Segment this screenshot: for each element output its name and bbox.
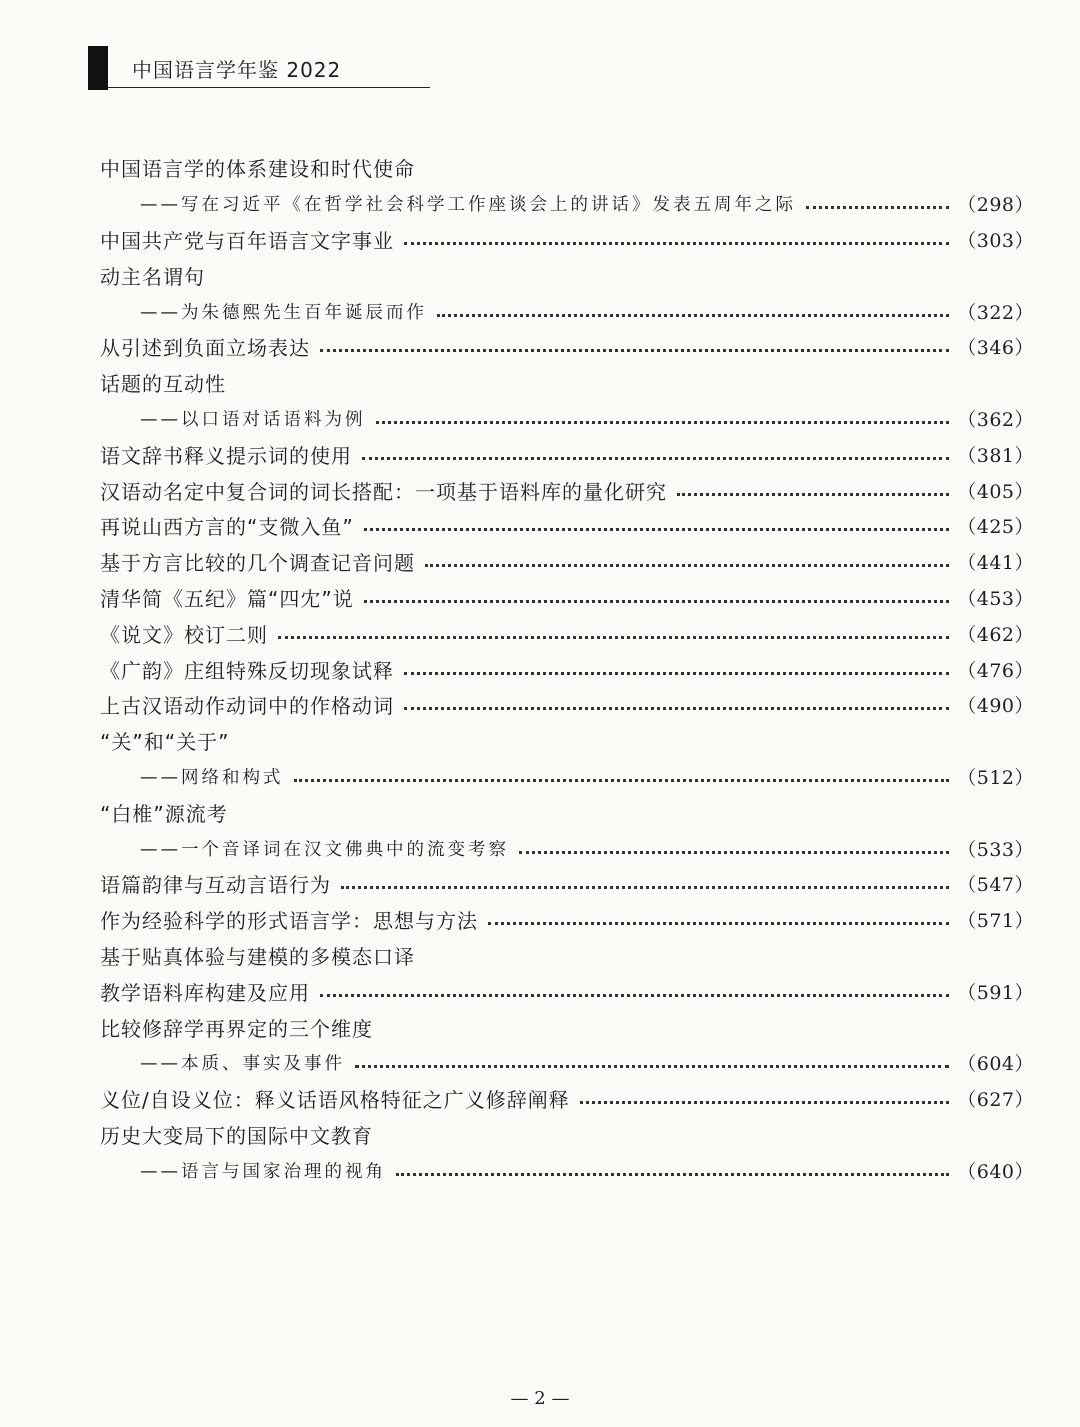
toc-page-number: （604）: [957, 1053, 1034, 1076]
toc-subtitle-line: [100, 830, 1034, 866]
toc-subtitle-line: [100, 401, 1034, 437]
toc-entry-title: 基于贴真体验与建模的多模态口译: [100, 944, 415, 969]
toc-page-number: （425）: [957, 516, 1034, 539]
toc-entry-title: 清华简《五纪》篇“四冘”说: [100, 586, 354, 611]
toc-entry: [100, 329, 1034, 365]
dot-leader: [341, 886, 949, 889]
toc-entry-title: 作为经验科学的形式语言学：思想与方法: [100, 909, 478, 934]
toc-page-number: （476）: [957, 659, 1034, 682]
toc-entry: [100, 866, 1034, 902]
toc-entry-title: 基于方言比较的几个调查记音问题: [100, 551, 415, 576]
toc-entry: [100, 938, 1034, 974]
toc-entry-title: 比较修辞学再界定的三个维度: [100, 1016, 373, 1041]
toc-entry-title: 教学语料库构建及应用: [100, 980, 310, 1005]
toc-entry: [100, 222, 1034, 258]
toc-page-number: （512）: [957, 766, 1034, 789]
toc-entry: [100, 580, 1034, 616]
toc-entry: [100, 687, 1034, 723]
toc-page-number: （381）: [957, 444, 1034, 467]
toc-page-number: （547）: [957, 874, 1034, 897]
toc-entry-title: 再说山西方言的“支微入鱼”: [100, 515, 354, 540]
toc-page-number: （490）: [957, 695, 1034, 718]
dot-leader: [364, 600, 950, 603]
dot-leader: [320, 349, 949, 352]
dot-leader: [294, 779, 950, 782]
toc-page-number: （298）: [957, 194, 1034, 217]
toc-entry: [100, 544, 1034, 580]
dot-leader: [362, 457, 949, 460]
dot-leader: [806, 206, 949, 209]
header-title: 中国语言学年鉴 2022: [132, 58, 342, 82]
toc-page-number: （591）: [957, 981, 1034, 1004]
toc-subtitle-text: ——网络和构式: [140, 767, 284, 788]
toc-page-number: （640）: [957, 1160, 1034, 1183]
toc-subtitle-text: ——语言与国家治理的视角: [140, 1161, 386, 1182]
dot-leader: [677, 493, 949, 496]
toc-entry: [100, 615, 1034, 651]
toc-entry-title: 语文辞书释义提示词的使用: [100, 443, 352, 468]
table-of-contents: [100, 150, 1034, 1188]
toc-subtitle-text: ——一个音译词在汉文佛典中的流变考察: [140, 839, 509, 860]
dot-leader: [580, 1101, 949, 1104]
header-rule: [108, 87, 430, 88]
toc-entry: [100, 1117, 1034, 1153]
dot-leader: [404, 242, 949, 245]
dot-leader: [278, 636, 949, 639]
toc-entry: [100, 150, 1034, 186]
toc-page-number: （303）: [957, 229, 1034, 252]
toc-page-number: （453）: [957, 587, 1034, 610]
toc-entry: [100, 794, 1034, 830]
toc-page-number: （362）: [957, 408, 1034, 431]
toc-entry-title: 《说文》校订二则: [100, 622, 268, 647]
toc-subtitle-text: ——以口语对话语料为例: [140, 409, 366, 430]
toc-entry-title: 汉语动名定中复合词的词长搭配：一项基于语料库的量化研究: [100, 479, 667, 504]
toc-entry-title: 话题的互动性: [100, 372, 226, 397]
toc-entry: [100, 257, 1034, 293]
toc-entry: [100, 508, 1034, 544]
toc-entry-title: 中国语言学的体系建设和时代使命: [100, 157, 415, 182]
toc-subtitle-text: ——本质、事实及事件: [140, 1054, 345, 1075]
toc-entry-title: 动主名谓句: [100, 264, 205, 289]
toc-subtitle-line: [100, 1152, 1034, 1188]
toc-entry-title: 《广韵》庄组特殊反切现象试释: [100, 658, 394, 683]
toc-subtitle-text: ——写在习近平《在哲学社会科学工作座谈会上的讲话》发表五周年之际: [140, 195, 796, 216]
toc-entry-title: 上古汉语动作动词中的作格动词: [100, 694, 394, 719]
page-number: — 2 —: [510, 1388, 570, 1409]
dot-leader: [437, 314, 949, 317]
toc-entry: [100, 1009, 1034, 1045]
toc-entry: [100, 472, 1034, 508]
header-block-marker: [88, 46, 108, 90]
toc-subtitle-text: ——为朱德熙先生百年诞辰而作: [140, 302, 427, 323]
dot-leader: [404, 707, 949, 710]
dot-leader: [519, 851, 949, 854]
toc-page-number: （405）: [957, 480, 1034, 503]
toc-page-number: （322）: [957, 301, 1034, 324]
toc-subtitle-line: [100, 759, 1034, 795]
dot-leader: [396, 1173, 949, 1176]
toc-entry: [100, 902, 1034, 938]
toc-entry-title: 语篇韵律与互动言语行为: [100, 873, 331, 898]
toc-entry-title: 从引述到负面立场表达: [100, 336, 310, 361]
toc-entry-title: 历史大变局下的国际中文教育: [100, 1123, 373, 1148]
toc-entry-title: 中国共产党与百年语言文字事业: [100, 228, 394, 253]
toc-entry-title: “关”和“关于”: [100, 730, 230, 755]
toc-page-number: （533）: [957, 838, 1034, 861]
dot-leader: [320, 994, 949, 997]
dot-leader: [376, 421, 950, 424]
dot-leader: [364, 528, 950, 531]
dot-leader: [355, 1065, 949, 1068]
toc-entry: [100, 651, 1034, 687]
toc-entry: [100, 436, 1034, 472]
toc-entry-title: 义位/自设义位：释义话语风格特征之广义修辞阐释: [100, 1088, 570, 1113]
dot-leader: [488, 922, 949, 925]
toc-page-number: （462）: [957, 623, 1034, 646]
toc-subtitle-line: [100, 186, 1034, 222]
toc-entry: [100, 1081, 1034, 1117]
toc-page-number: （571）: [957, 910, 1034, 933]
toc-subtitle-line: [100, 1045, 1034, 1081]
running-header: [88, 46, 418, 90]
toc-entry-title: “白椎”源流考: [100, 801, 228, 826]
toc-page-number: （346）: [957, 337, 1034, 360]
toc-entry: [100, 973, 1034, 1009]
toc-subtitle-line: [100, 293, 1034, 329]
toc-entry: [100, 723, 1034, 759]
toc-page-number: （441）: [957, 552, 1034, 575]
toc-entry: [100, 365, 1034, 401]
dot-leader: [404, 672, 949, 675]
dot-leader: [425, 564, 949, 567]
toc-page-number: （627）: [957, 1089, 1034, 1112]
